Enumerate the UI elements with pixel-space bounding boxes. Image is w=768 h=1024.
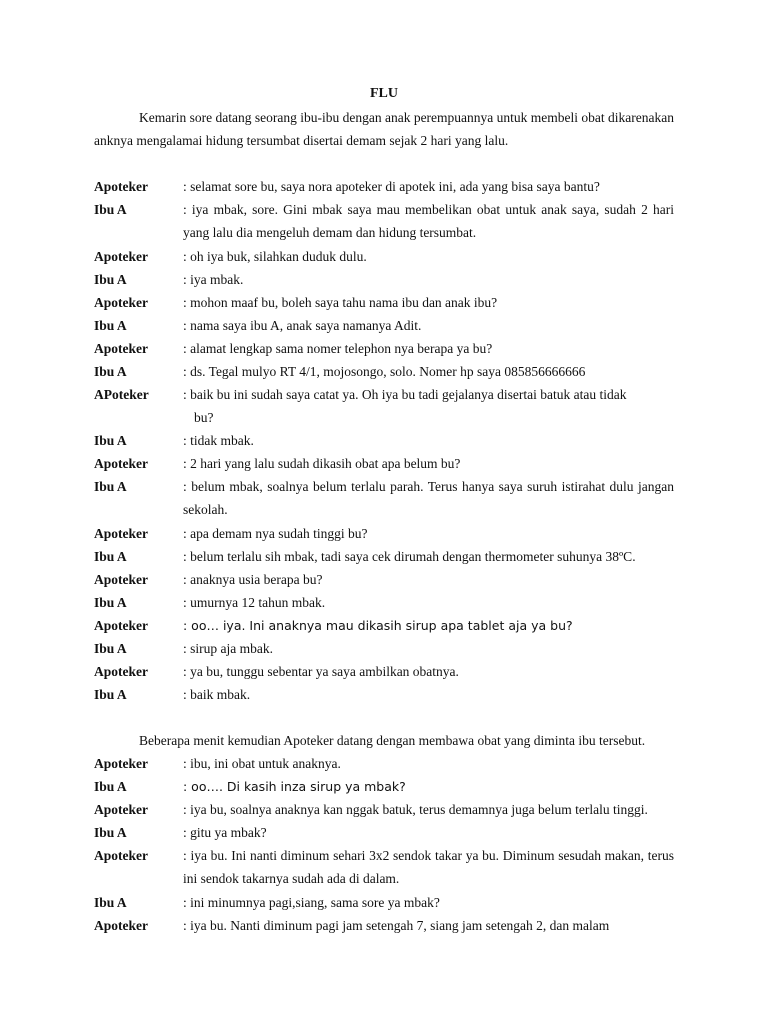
speaker-label: Apoteker (94, 618, 148, 633)
speaker-label: Apoteker (94, 179, 148, 194)
dialog-text (183, 591, 674, 614)
dialog-text (183, 475, 674, 521)
dialog-text (183, 198, 674, 244)
dialog-text (183, 383, 674, 429)
dialog-text (183, 360, 674, 383)
dialog-text-line: : oo… iya. Ini anaknya mau dikasih sirup apa tablet aja ya bu? (183, 618, 573, 633)
speaker-label: Ibu A (94, 641, 127, 656)
dialog-text (183, 429, 674, 452)
dialog-text-line: : ya bu, tunggu sebentar ya saya ambilkan obatnya. (183, 664, 459, 679)
speaker-label: Ibu A (94, 272, 127, 287)
dialog-text-line: : mohon maaf bu, boleh saya tahu nama ibu dan anak ibu? (183, 295, 498, 310)
dialog-text-line: : ds. Tegal mulyo RT 4/1, mojosongo, solo. Nomer hp saya 085856666666 (183, 364, 586, 379)
dialog-text-line: : iya mbak, sore. Gini mbak saya mau membelikan obat untuk anak saya, sudah 2 hari yang lalu dia mengeluh demam dan hidung tersumbat. (183, 202, 674, 240)
dialog-text-line: : sirup aja mbak. (183, 641, 273, 656)
dialog-text-continuation: bu? (194, 410, 214, 425)
dialog-text (183, 891, 674, 914)
speaker-label: Ibu A (94, 479, 127, 494)
speaker-label: Apoteker (94, 848, 148, 863)
dialog-text-line: : iya mbak. (183, 272, 244, 287)
speaker-label: Apoteker (94, 572, 148, 587)
speaker-label: Ibu A (94, 433, 127, 448)
dialog-text (183, 568, 674, 591)
dialog-text-line: : apa demam nya sudah tinggi bu? (183, 526, 368, 541)
speaker-label: Ibu A (94, 687, 127, 702)
dialog-text-line: : 2 hari yang lalu sudah dikasih obat apa belum bu? (183, 456, 461, 471)
dialog-text (183, 314, 674, 337)
speaker-label: Ibu A (94, 825, 127, 840)
speaker-label: Apoteker (94, 664, 148, 679)
dialog-text-line: : selamat sore bu, saya nora apoteker di apotek ini, ada yang bisa saya bantu? (183, 179, 600, 194)
dialog-text-line: : iya bu. Ini nanti diminum sehari 3x2 sendok takar ya bu. Diminum sesudah makan, terus ini sendok takarnya sudah ada di dalam. (183, 848, 674, 886)
dialog-text-line: : belum mbak, soalnya belum terlalu parah. Terus hanya saya suruh istirahat dulu jangan sekolah. (183, 479, 674, 517)
speaker-label: Ibu A (94, 549, 127, 564)
dialog-text (183, 175, 674, 198)
dialog-text (183, 245, 674, 268)
speaker-label: Apoteker (94, 295, 148, 310)
dialog-text-line: : gitu ya mbak? (183, 825, 267, 840)
speaker-label: APoteker (94, 387, 149, 402)
dialog-text (183, 798, 674, 821)
dialog-text-line: : ini minumnya pagi,siang, sama sore ya mbak? (183, 895, 440, 910)
dialog-text-line: : iya bu, soalnya anaknya kan nggak batuk, terus demamnya juga belum terlalu tinggi. (183, 802, 648, 817)
dialog-text (183, 337, 674, 360)
dialog-text (183, 545, 674, 568)
dialog-text-line: : oo…. Di kasih inza sirup ya mbak? (183, 779, 406, 794)
speaker-label: Ibu A (94, 364, 127, 379)
dialog-text-line: : oh iya buk, silahkan duduk dulu. (183, 249, 367, 264)
dialog-text (183, 452, 674, 475)
dialog-text (183, 614, 674, 637)
dialog-text (183, 775, 674, 798)
dialog-text-line: : ibu, ini obat untuk anaknya. (183, 756, 341, 771)
dialog-text-line: : baik bu ini sudah saya catat ya. Oh iya bu tadi gejalanya disertai batuk atau tidak (183, 387, 627, 402)
speaker-label: Apoteker (94, 456, 148, 471)
speaker-label: Apoteker (94, 526, 148, 541)
speaker-label: Apoteker (94, 341, 148, 356)
speaker-label: Apoteker (94, 802, 148, 817)
dialog-text (183, 752, 674, 775)
dialog-text-line: : nama saya ibu A, anak saya namanya Adit. (183, 318, 422, 333)
dialog-text (183, 291, 674, 314)
dialog-text-line: : umurnya 12 tahun mbak. (183, 595, 326, 610)
speaker-label: Apoteker (94, 756, 148, 771)
dialog-text (183, 522, 674, 545)
speaker-label: Ibu A (94, 779, 127, 794)
dialog-text-line: : anaknya usia berapa bu? (183, 572, 323, 587)
dialog-text-line: : iya bu. Nanti diminum pagi jam setengah 7, siang jam setengah 2, dan malam (183, 918, 610, 933)
speaker-label: Ibu A (94, 595, 127, 610)
dialog-text (183, 914, 674, 937)
dialog-text (183, 268, 674, 291)
dialog-text (183, 637, 674, 660)
dialog-text-line: : alamat lengkap sama nomer telephon nya berapa ya bu? (183, 341, 493, 356)
intro-paragraph: Kemarin sore datang seorang ibu-ibu dengan anak perempuannya untuk membeli obat dikarenakan anknya mengalamai hidung tersumbat disertai demam sejak 2 hari yang lalu. (94, 110, 674, 148)
speaker-label: Ibu A (94, 895, 127, 910)
dialog-text-line: : baik mbak. (183, 687, 251, 702)
speaker-label: Apoteker (94, 249, 148, 264)
speaker-label: Ibu A (94, 202, 127, 217)
dialog-text (183, 683, 674, 706)
dialog-text (183, 821, 674, 844)
transition-paragraph: Beberapa menit kemudian Apoteker datang dengan membawa obat yang diminta ibu tersebut. (139, 733, 646, 748)
dialog-text (183, 660, 674, 683)
document-title: FLU (370, 86, 398, 101)
speaker-label: Apoteker (94, 918, 148, 933)
dialog-text (183, 844, 674, 890)
speaker-label: Ibu A (94, 318, 127, 333)
dialog-text-line: : tidak mbak. (183, 433, 254, 448)
dialog-text-line: : belum terlalu sih mbak, tadi saya cek dirumah dengan thermometer suhunya 38ºC. (183, 549, 636, 564)
